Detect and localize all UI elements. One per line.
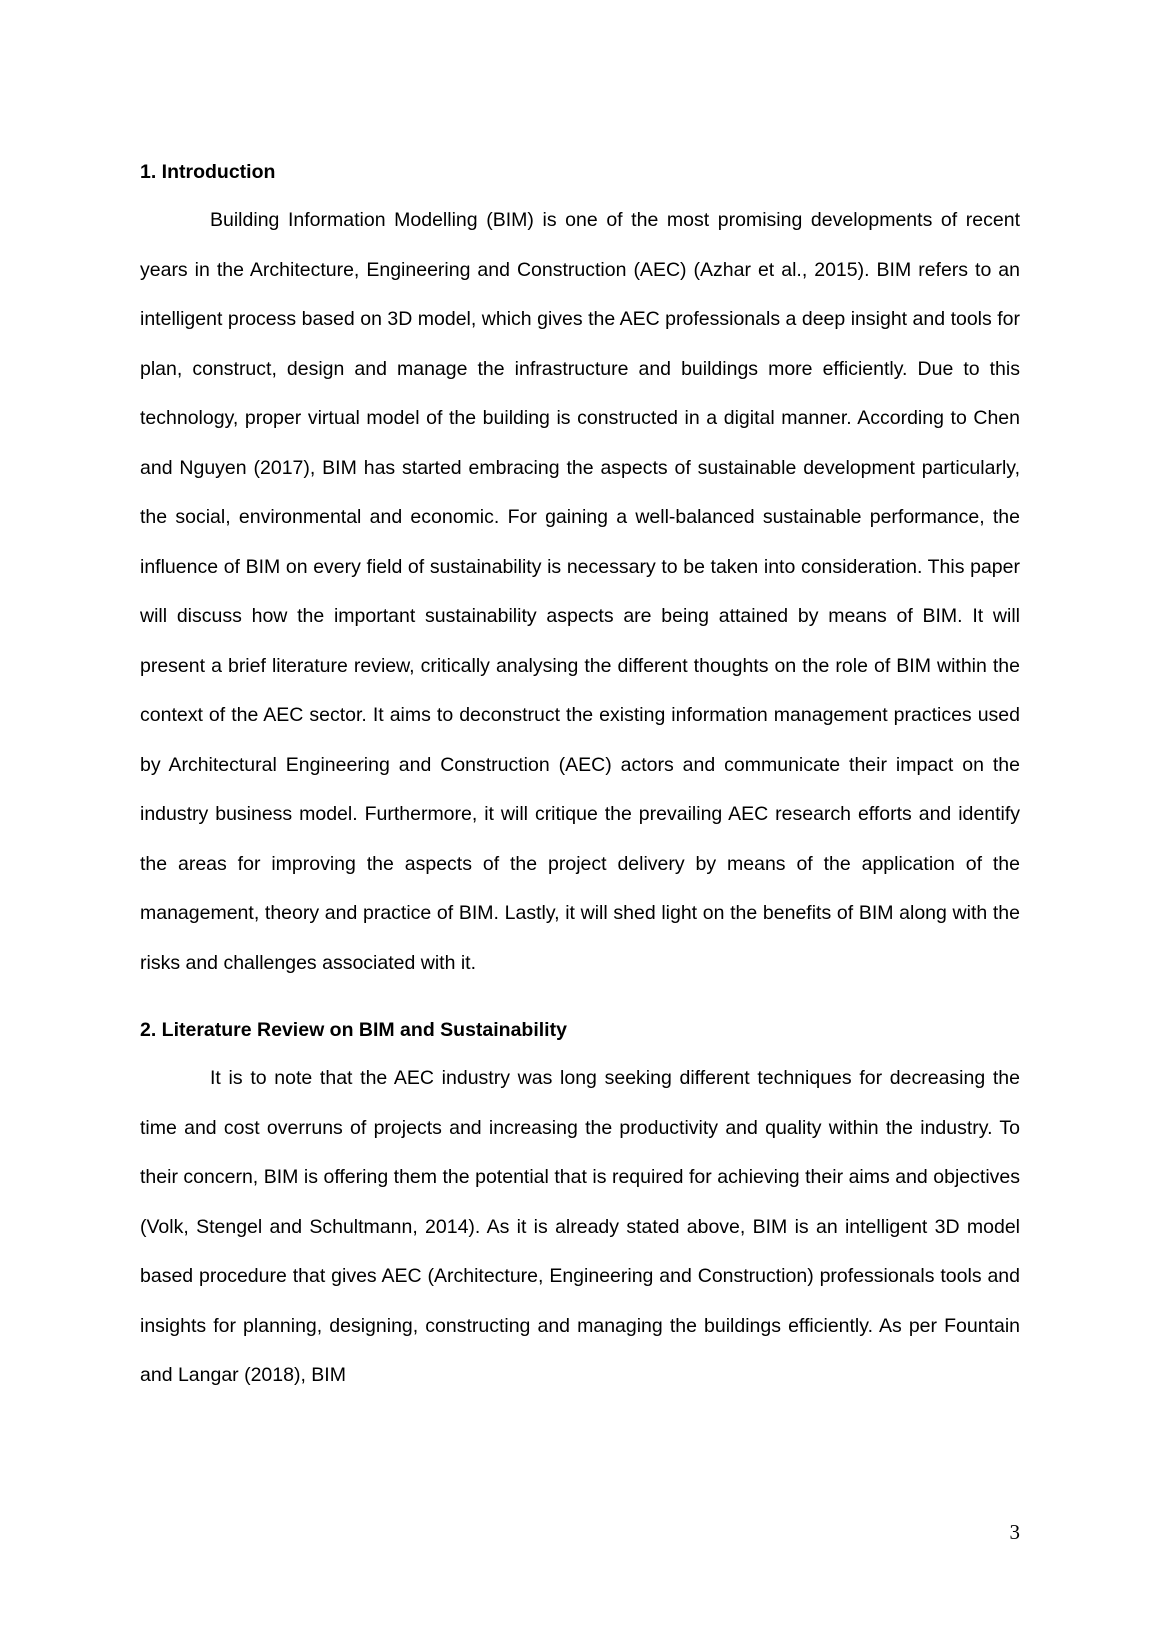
section-heading-introduction: 1. Introduction	[140, 161, 276, 183]
introduction-paragraph: Building Information Modelling (BIM) is one of the most promising developments of recent years in the Architecture, Engineering and Construction (AEC) (Azhar et al., 2015). BIM refers to an intelligent process based on 3D model, which gives the AEC professionals a deep insight and tools for plan, construct, design and manage the infrastructure and buildings more efficiently. Due to this technology, proper virtual model of the building is constructed in a digital manner. According to Chen and Nguyen (2017), BIM has started embracing the aspects of sustainable development particularly, the social, environmental and economic. For gaining a well-balanced sustainable performance, the influence of BIM on every field of sustainability is necessary to be taken into consideration. This paper will discuss how the important sustainability aspects are being attained by means of BIM. It will present a brief literature review, critically analysing the different thoughts on the role of BIM within the context of the AEC sector. It aims to deconstruct the existing information management practices used by Architectural Engineering and Construction (AEC) actors and communicate their impact on the industry business model. Furthermore, it will critique the prevailing AEC research efforts and identify the areas for improving the aspects of the project delivery by means of the application of the management, theory and practice of BIM. Lastly, it will shed light on the benefits of BIM along with the risks and challenges associated with it.	[140, 209, 1020, 974]
page-number: 3	[1009, 1520, 1020, 1544]
page-content	[140, 160, 1020, 1401]
section-heading-literature-review: 2. Literature Review on BIM and Sustainability	[140, 1019, 567, 1041]
literature-review-paragraph: It is to note that the AEC industry was long seeking different techniques for decreasing the time and cost overruns of projects and increasing the productivity and quality within the industry. To their concern, BIM is offering them the potential that is required for achieving their aims and objectives (Volk, Stengel and Schultmann, 2014). As it is already stated above, BIM is an intelligent 3D model based procedure that gives AEC (Architecture, Engineering and Construction) professionals tools and insights for planning, designing, constructing and managing the buildings efficiently. As per Fountain and Langar (2018), BIM	[140, 1067, 1020, 1386]
